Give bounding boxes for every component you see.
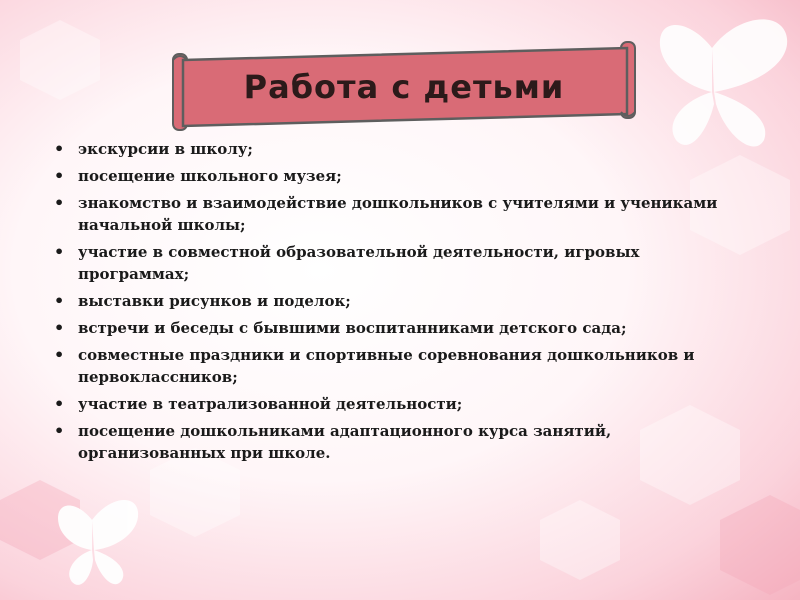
butterfly-icon xyxy=(660,19,787,146)
list-item: • посещение дошкольниками адаптационного курса занятий, организованных при школе. xyxy=(52,420,732,464)
list-item: • совместные праздники и спортивные соревнования дошкольников и первоклассников; xyxy=(52,344,732,388)
title-banner xyxy=(171,40,637,132)
list-item: • экскурсии в школу; xyxy=(52,138,732,160)
list-item: • знакомство и взаимодействие дошкольников с учителями и учениками начальной школы; xyxy=(52,192,732,236)
bullet-list xyxy=(52,138,732,469)
list-item: • участие в совместной образовательной деятельности, игровых программах; xyxy=(52,241,732,285)
list-item: • участие в театрализованной деятельности; xyxy=(52,393,732,415)
list-item: • посещение школьного музея; xyxy=(52,165,732,187)
list-item: • выставки рисунков и поделок; xyxy=(52,290,732,312)
page-title: Работа с детьми xyxy=(243,68,565,106)
list-item: • встречи и беседы с бывшими воспитанниками детского сада; xyxy=(52,317,732,339)
